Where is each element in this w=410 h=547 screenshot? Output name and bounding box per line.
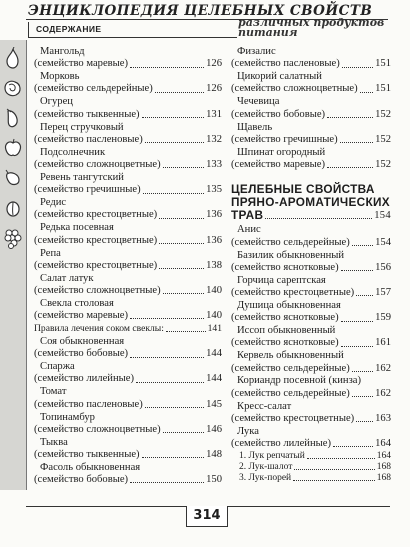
entry-page: 152 [375,159,391,171]
entry-family: (семейство яснотковые) [231,261,339,273]
entry-family: (семейство пасленовые) [34,133,143,145]
entry-page: 159 [375,312,391,324]
entry-page: 154 [375,236,391,248]
entry-title: Морковь [40,71,80,83]
entry-page: 135 [206,184,222,196]
contents-entry[interactable] [34,462,222,487]
entry-page: 156 [375,261,391,273]
section-heading-line: ЦЕЛЕБНЫЕ СВОЙСТВА [231,182,375,197]
apple-icon [2,136,24,160]
entry-page: 133 [206,159,222,171]
eggplant-icon [2,106,24,130]
entry-title: Правила лечения соком свеклы: [34,323,164,335]
entry-family: (семейство бобовые) [231,108,326,120]
contents-entry[interactable] [231,224,391,249]
entry-title: Цикорий салатный [237,71,322,83]
entry-family: (семейство крестоцветные) [34,209,158,221]
entry-page: 151 [375,83,391,95]
contents-entry[interactable] [34,172,222,197]
contents-entry[interactable] [34,412,222,437]
contents-subentry[interactable] [231,473,391,484]
entry-family: (семейство яснотковые) [231,337,339,349]
contents-entry[interactable] [231,250,391,275]
entry-title: Редька посевная [40,222,114,234]
contents-entry[interactable] [34,96,222,121]
contents-entry[interactable] [34,122,222,147]
contents-entry[interactable] [34,298,222,323]
entry-family: (семейство яснотковые) [231,312,339,324]
entry-family: (семейство сложноцветные) [34,159,161,171]
entry-page: 138 [206,259,222,271]
contents-entry[interactable] [34,323,222,335]
entry-title: Репа [40,247,61,259]
entry-page: 162 [375,387,391,399]
entry-family: (семейство лилейные) [34,373,134,385]
entry-family: (семейство сельдерейные) [231,362,350,374]
entry-family: (семейство тыквенные) [34,108,140,120]
section-label: СОДЕРЖАНИЕ [36,24,102,34]
subentry-title: 2. Лук-шалот [239,462,293,473]
grapes-icon [2,226,24,250]
subentry-title: 3. Лук-порей [239,473,292,484]
contents-entry[interactable] [231,375,391,400]
entry-title: Салат латук [40,272,94,284]
plum-icon [2,196,24,220]
entry-title: Чечевица [237,96,280,108]
entry-page: 136 [206,234,222,246]
entry-page: 145 [206,398,222,410]
entry-title: Тыква [40,436,68,448]
entry-title: Кресс-салат [237,400,292,412]
book-subtitle: различных продуктов питания [238,16,385,39]
entry-family: (семейство крестоцветные) [231,412,355,424]
subentry-page: 164 [376,451,391,462]
entry-family: (семейство маревые) [231,159,326,171]
entry-family: (семейство крестоцветные) [34,259,158,271]
contents-subentry[interactable] [231,451,391,462]
contents-left-column [34,46,222,487]
entry-family: (семейство гречишные) [231,133,338,145]
entry-family: (семейство крестоцветные) [34,234,158,246]
entry-page: 140 [206,310,222,322]
entry-family: (семейство крестоцветные) [231,287,355,299]
entry-family: (семейство сельдерейные) [231,236,350,248]
entry-page: 140 [206,284,222,296]
entry-page: 161 [375,337,391,349]
entry-title: Огурец [40,96,73,108]
entry-page: 126 [206,83,222,95]
contents-right-column [231,46,391,484]
entry-title: Спаржа [40,361,75,373]
entry-page: 146 [206,423,222,435]
contents-entry[interactable] [231,46,391,71]
entry-family: (семейство пасленовые) [231,58,340,70]
entry-page: 136 [206,209,222,221]
pepper-icon [2,166,24,190]
entry-title: Соя обыкновенная [40,335,125,347]
entry-page: 131 [206,108,222,120]
entry-page: 148 [206,449,222,460]
entry-page: 164 [375,438,391,450]
section-heading [231,183,391,222]
entry-page: 144 [206,373,222,385]
contents-entry[interactable] [34,437,222,462]
contents-entry[interactable] [34,46,222,71]
contents-entry[interactable] [34,386,222,411]
entry-title: Иссоп обыкновенный [237,325,336,337]
entry-title: Подсолнечник [40,146,106,158]
entry-title: Свекла столовая [40,297,114,309]
entry-family: (семейство бобовые) [34,474,129,486]
contents-entry[interactable] [34,147,222,172]
entry-family: (семейство сложноцветные) [34,423,161,435]
entry-title: Базилик обыкновенный [237,249,345,261]
contents-entry[interactable] [34,361,222,386]
contents-entry[interactable] [34,336,222,361]
contents-entry[interactable] [231,147,391,172]
contents-entry[interactable] [34,71,222,96]
contents-entry[interactable] [231,401,391,426]
contents-entry[interactable] [34,222,222,247]
entry-title: Редис [40,197,67,209]
entry-family: (семейство гречишные) [34,184,141,196]
subentry-page: 168 [376,473,391,484]
entry-family: (семейство лилейные) [231,438,331,450]
pomegranate-icon [2,76,24,100]
subentry-title: 1. Лук репчатый [239,451,305,462]
entry-title: Топинамбур [40,411,95,423]
entry-title: Ревень тангутский [40,171,124,183]
entry-page: 132 [206,133,222,145]
entry-title: Лука [237,425,259,437]
entry-page: 152 [375,133,391,145]
entry-page: 162 [375,362,391,374]
entry-family: (семейство маревые) [34,310,129,322]
entry-title: Кервель обыкновенный [237,350,344,362]
section-heading-line: ПРЯНО-АРОМАТИЧЕСКИХ [231,195,390,210]
entry-title: Томат [40,386,67,398]
contents-entry[interactable] [231,300,391,325]
entry-title: Анис [237,224,261,236]
contents-entry[interactable] [231,426,391,451]
entry-page: 141 [207,323,222,335]
subentry-page: 168 [376,462,391,473]
icon-strip [0,40,26,490]
entry-title: Фасоль обыкновенная [40,461,141,473]
entry-title: Горчица сарептская [237,274,326,286]
entry-family: (семейство сложноцветные) [34,284,161,296]
entry-page: 163 [375,412,391,424]
entry-page: 152 [375,108,391,120]
entry-title: Кориандр посевной (кинза) [237,375,361,387]
entry-family: (семейство сложноцветные) [231,83,358,95]
contents-entry[interactable] [34,273,222,298]
entry-page: 126 [206,58,222,70]
contents-entry[interactable] [231,275,391,300]
entry-title: Душица обыкновенная [237,299,341,311]
contents-entry[interactable] [34,197,222,222]
page-header [0,0,410,40]
entry-family: (семейство тыквенные) [34,449,140,460]
page-number: 314 [186,506,228,527]
contents-subentry[interactable] [231,462,391,473]
contents-entry[interactable] [231,96,391,121]
entry-title: Шпинат огородный [237,146,326,158]
entry-page: 150 [206,474,222,486]
entry-family: (семейство сельдерейные) [34,83,153,95]
contents-entry[interactable] [231,122,391,147]
entry-page: 144 [206,348,222,360]
entry-family: (семейство пасленовые) [34,398,143,410]
contents-entry[interactable] [34,248,222,273]
entry-page: 151 [375,58,391,70]
entry-title: Перец стручковый [40,121,124,133]
contents-entry[interactable] [231,71,391,96]
section-heading-last-line[interactable]: ТРАВ 154 [231,208,391,223]
entry-family: (семейство бобовые) [34,348,129,360]
contents-entry[interactable] [231,325,391,350]
entry-title: Физалис [237,46,276,57]
book-title: ЭНЦИКЛОПЕДИЯ ЦЕЛЕБНЫХ СВОЙСТВ [28,3,373,19]
entry-page: 157 [375,287,391,299]
entry-title: Мангольд [40,46,85,57]
pear-icon [2,46,24,70]
entry-family: (семейство сельдерейные) [231,387,350,399]
entry-family: (семейство маревые) [34,58,129,70]
entry-title: Щавель [237,121,273,133]
contents-entry[interactable] [231,350,391,375]
